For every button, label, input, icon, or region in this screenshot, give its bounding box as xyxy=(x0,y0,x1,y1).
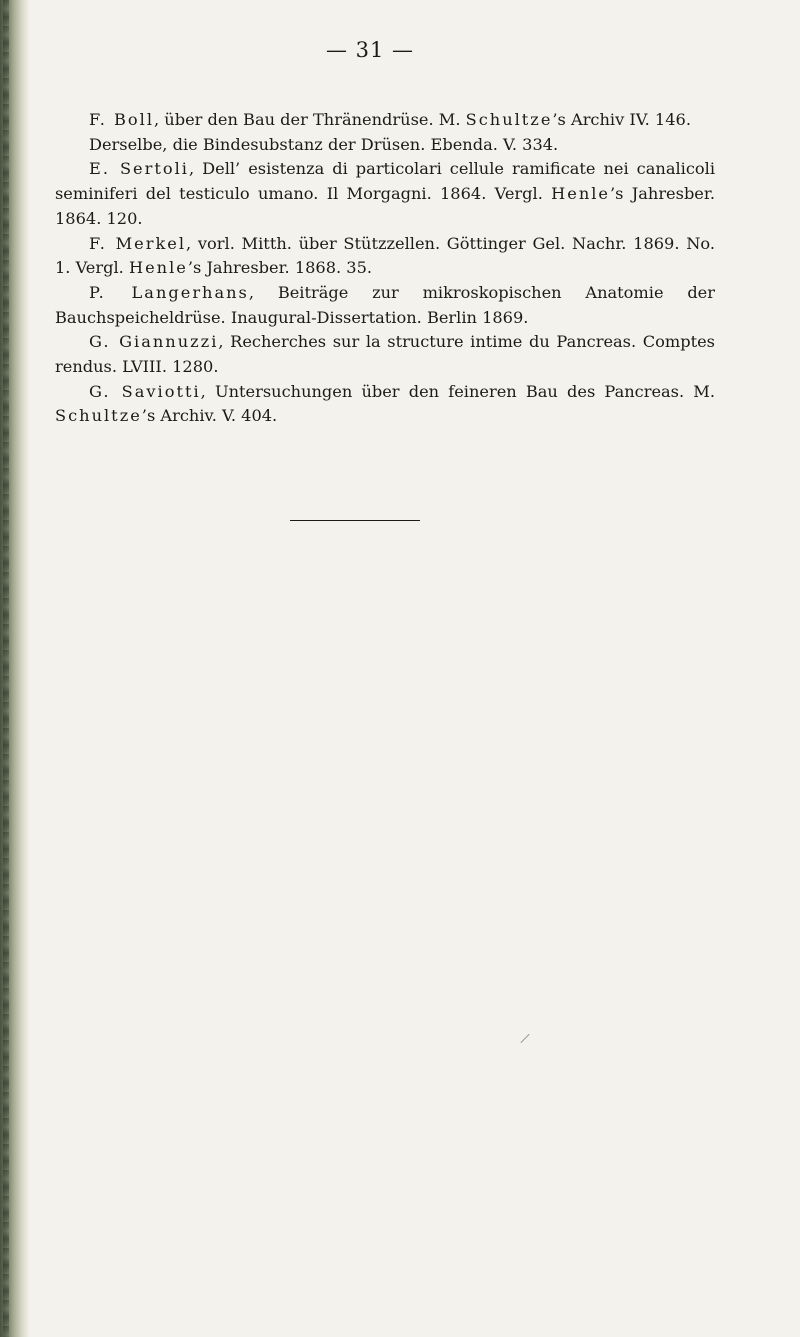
entry-text: Derselbe, die Bindesubstanz der Drüsen. Ebenda. V. 334. xyxy=(89,134,559,154)
entry-text: , Untersuchungen über den feineren Bau des Pancreas. M. xyxy=(200,381,716,401)
entry-text: , vorl. Mitth. über Stützzellen. Göttinger Gel. Nachr. 1869. No. 1. Vergl. xyxy=(55,233,715,278)
entry-text: , Dell’ esistenza di particolari cellule ramificate nei canalicoli seminiferi del testiculo umano. Il Morgagni. 1864. Vergl. xyxy=(55,159,715,204)
entry-person: Schultze xyxy=(465,110,553,129)
entry-text: , Recherches sur la structure intime du Pancreas. Comptes rendus. LVIII. 1280. xyxy=(55,332,715,377)
entry-tail: ’s Jahresber. 1868. 35. xyxy=(187,258,373,278)
bibliography-entry xyxy=(55,330,715,379)
stray-pencil-mark xyxy=(520,1034,529,1043)
bibliography-entry xyxy=(55,380,715,429)
entry-text: , über den Bau der Thränendrüse. M. xyxy=(154,110,466,129)
bibliography-entry xyxy=(55,281,715,330)
entry-text: , Beiträge zur mikroskopischen Anatomie der Bauchspeicheldrüse. Inaugural-Dissertation. Berlin 1869. xyxy=(55,282,715,327)
bibliography-entry xyxy=(55,108,715,133)
entry-tail: ’s Archiv. V. 404. xyxy=(141,406,278,426)
bibliography-entry xyxy=(55,133,715,158)
bibliography-list xyxy=(55,108,715,429)
entry-author: F. Boll xyxy=(89,110,154,129)
entry-author: F. Merkel xyxy=(89,233,187,253)
bibliography-entry xyxy=(55,157,715,231)
entry-person: Henle xyxy=(551,184,611,204)
entry-person: Schultze xyxy=(55,406,142,426)
entry-author: G. Saviotti xyxy=(89,381,201,401)
bibliography-entry xyxy=(55,232,715,281)
book-binding-edge xyxy=(0,0,30,1337)
entry-author: P. Langerhans xyxy=(89,282,249,302)
entry-author: G. Giannuzzi xyxy=(89,332,219,352)
entry-tail: ’s Archiv IV. 146. xyxy=(552,110,691,129)
page-number: — 31 — xyxy=(325,38,415,62)
entry-person: Henle xyxy=(128,258,188,278)
entry-author: E. Sertoli xyxy=(89,159,189,179)
entry-tail: ’s Jahresber. 1864. 120. xyxy=(55,184,715,228)
section-divider xyxy=(290,520,420,521)
